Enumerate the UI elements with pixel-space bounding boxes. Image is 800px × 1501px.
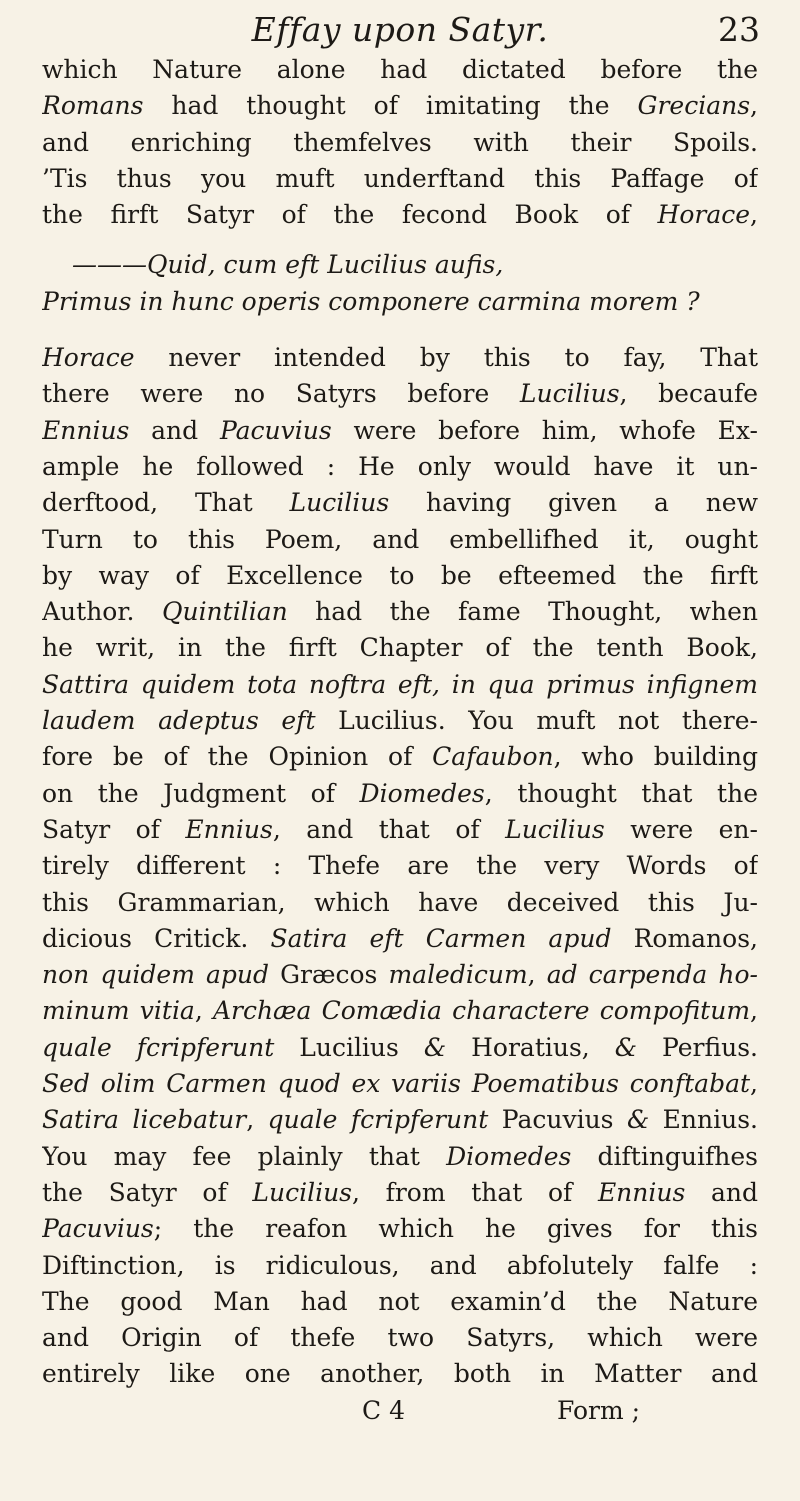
roman-segment: , [750,91,758,121]
italic-segment: & [626,1105,650,1135]
roman-segment: , thought that the [484,778,758,808]
roman-segment: this Grammarian, which have deceived this Ju- [42,887,758,917]
catchword: Form ; [557,1395,641,1425]
italic-segment: Lucilius [289,488,390,518]
italic-segment: Sattira quidem tota noftra eft, in qua primus infignem [42,669,758,699]
italic-segment: quale fcripferunt [42,1032,275,1062]
italic-segment: Pacuvius [219,415,332,445]
text-line [42,88,758,124]
text-line [42,522,758,558]
text-line [42,1102,758,1138]
italic-segment: Romans [42,91,144,121]
roman-segment: Græcos [269,960,389,990]
italic-segment: Quintilian [161,597,288,627]
text-line [42,812,758,848]
running-head: Effay upon Satyr. [251,10,549,49]
roman-segment: were before him, whofe Ex- [331,415,758,445]
text-line [42,340,758,376]
roman-segment: ample he followed : He only would have it un- [42,451,758,481]
roman-segment: , [194,996,213,1026]
text-line [42,413,758,449]
roman-segment: which Nature alone had dictated before the [42,55,758,84]
roman-segment: entirely like one another, both in Matter and [42,1359,758,1389]
text-line [42,161,758,197]
italic-segment: Horace [657,200,751,230]
roman-segment: You may fee plainly that [42,1141,447,1171]
roman-segment: fore be of the Opinion of [42,742,433,772]
roman-segment: having given a new [389,488,758,518]
page-number: 23 [718,10,760,49]
italic-segment: Diomedes [446,1141,572,1171]
italic-segment: Lucilius [505,814,605,844]
roman-segment: had the fame Thought, when [287,597,758,627]
italic-segment: Ennius [597,1177,686,1207]
quote-line-2: Primus in hunc operis componere carmina morem ? [42,286,700,316]
text-line [42,125,758,161]
footer-line [42,1393,758,1429]
text-line [42,630,758,666]
italic-segment: Ennius [42,415,130,445]
text-line [42,703,758,739]
italic-segment: Grecians [637,91,751,121]
text-line [42,1139,758,1175]
roman-segment: were en- [604,814,758,844]
signature-mark: C 4 [362,1395,405,1425]
roman-segment: by way of Excellence to be efteemed the firft [42,560,758,590]
roman-segment: Pacuvius [488,1105,627,1135]
roman-segment: and enriching themfelves with their Spoils. [42,127,758,157]
italic-segment: & [423,1032,447,1062]
italic-segment: Lucilius [519,379,620,409]
text-line [42,52,758,88]
roman-segment: , becaufe [619,379,758,409]
text-line [42,594,758,630]
italic-segment: Ennius [185,814,273,844]
roman-segment: Perfius. [637,1032,758,1062]
italic-segment: Horace [42,343,135,373]
text-line [42,1284,758,1320]
italic-segment: ad carpenda ho- [546,960,758,990]
roman-segment: derftood, That [42,488,290,518]
text-line [42,449,758,485]
roman-segment: , [246,1105,268,1135]
italic-segment: minum vitia [42,996,195,1026]
text-line [42,957,758,993]
page-header [0,10,800,50]
roman-segment: Romanos, [611,923,758,953]
roman-segment: , who building [553,742,758,772]
italic-segment: & [614,1032,638,1062]
roman-segment: he writ, in the firft Chapter of the tenth Book, [42,633,758,663]
body-text [42,52,758,1429]
roman-segment: , and that of [272,814,506,844]
italic-segment: laudem adeptus eft [42,706,316,736]
roman-segment: Lucilius [274,1032,424,1062]
roman-segment: had thought of imitating the [143,91,638,121]
text-line [42,776,758,812]
roman-segment: never intended by this to fay, That [134,343,758,373]
text-line [42,739,758,775]
text-line [42,1211,758,1247]
roman-segment: and [685,1177,758,1207]
italic-segment: quale fcripferunt [267,1105,489,1135]
roman-segment: Lucilius. You muft not there- [315,706,758,736]
text-line [42,197,758,233]
roman-segment: there were no Satyrs before [42,379,520,409]
roman-segment: and [129,415,220,445]
text-line [42,667,758,703]
italic-segment: Diomedes [359,778,485,808]
roman-segment: ’Tis thus you muft underftand this Paffage of [42,163,758,193]
text-line [42,1030,758,1066]
text-line [42,921,758,957]
roman-segment: on the Judgment of [42,778,360,808]
roman-segment: , [750,200,758,230]
roman-segment: Horatius, [446,1032,615,1062]
roman-segment: and Origin of thefe two Satyrs, which were [42,1323,758,1353]
roman-segment: Satyr of [42,814,186,844]
italic-segment: Satira licebatur [42,1105,247,1135]
italic-segment: maledicum [388,960,528,990]
text-line [42,376,758,412]
text-line [42,1356,758,1392]
italic-segment: Archæa Comædia charactere compofitum [212,996,751,1026]
text-line [42,1175,758,1211]
italic-segment: Pacuvius [42,1214,154,1244]
text-line [42,485,758,521]
text-line [42,1320,758,1356]
roman-segment: Diftinction, is ridiculous, and abfolutely falfe : [42,1250,758,1280]
roman-segment: ; the reafon which he gives for this [153,1214,758,1244]
italic-segment: Cafaubon [432,742,554,772]
italic-segment: Satira eft Carmen apud [270,923,612,953]
roman-segment: the firft Satyr of the fecond Book of [42,200,658,230]
roman-segment: , [527,960,547,990]
text-line [42,848,758,884]
italic-segment: Lucilius [252,1177,352,1207]
roman-segment: dicious Critick. [42,923,271,953]
text-line [42,1066,758,1102]
text-line [42,993,758,1029]
roman-segment: The good Man had not examin’d the Nature [42,1286,758,1316]
text-line [42,1248,758,1284]
roman-segment: tirely different : Thefe are the very Words of [42,851,758,881]
roman-segment: diftinguifhes [571,1141,758,1171]
roman-segment: , [750,996,758,1026]
roman-segment: , [750,1069,758,1099]
roman-segment: Turn to this Poem, and embellifhed it, ought [42,524,758,554]
text-line [42,885,758,921]
italic-segment: Sed olim Carmen quod ex variis Poematibus conftabat [42,1069,751,1099]
roman-segment: Ennius. [649,1105,758,1135]
roman-segment: the Satyr of [42,1177,253,1207]
roman-segment: , from that of [352,1177,598,1207]
roman-segment: Author. [42,597,162,627]
italic-segment: non quidem apud [42,960,270,990]
quote-line-1: ———Quid, cum eft Lucilius aufis, [72,250,504,280]
text-line [42,558,758,594]
